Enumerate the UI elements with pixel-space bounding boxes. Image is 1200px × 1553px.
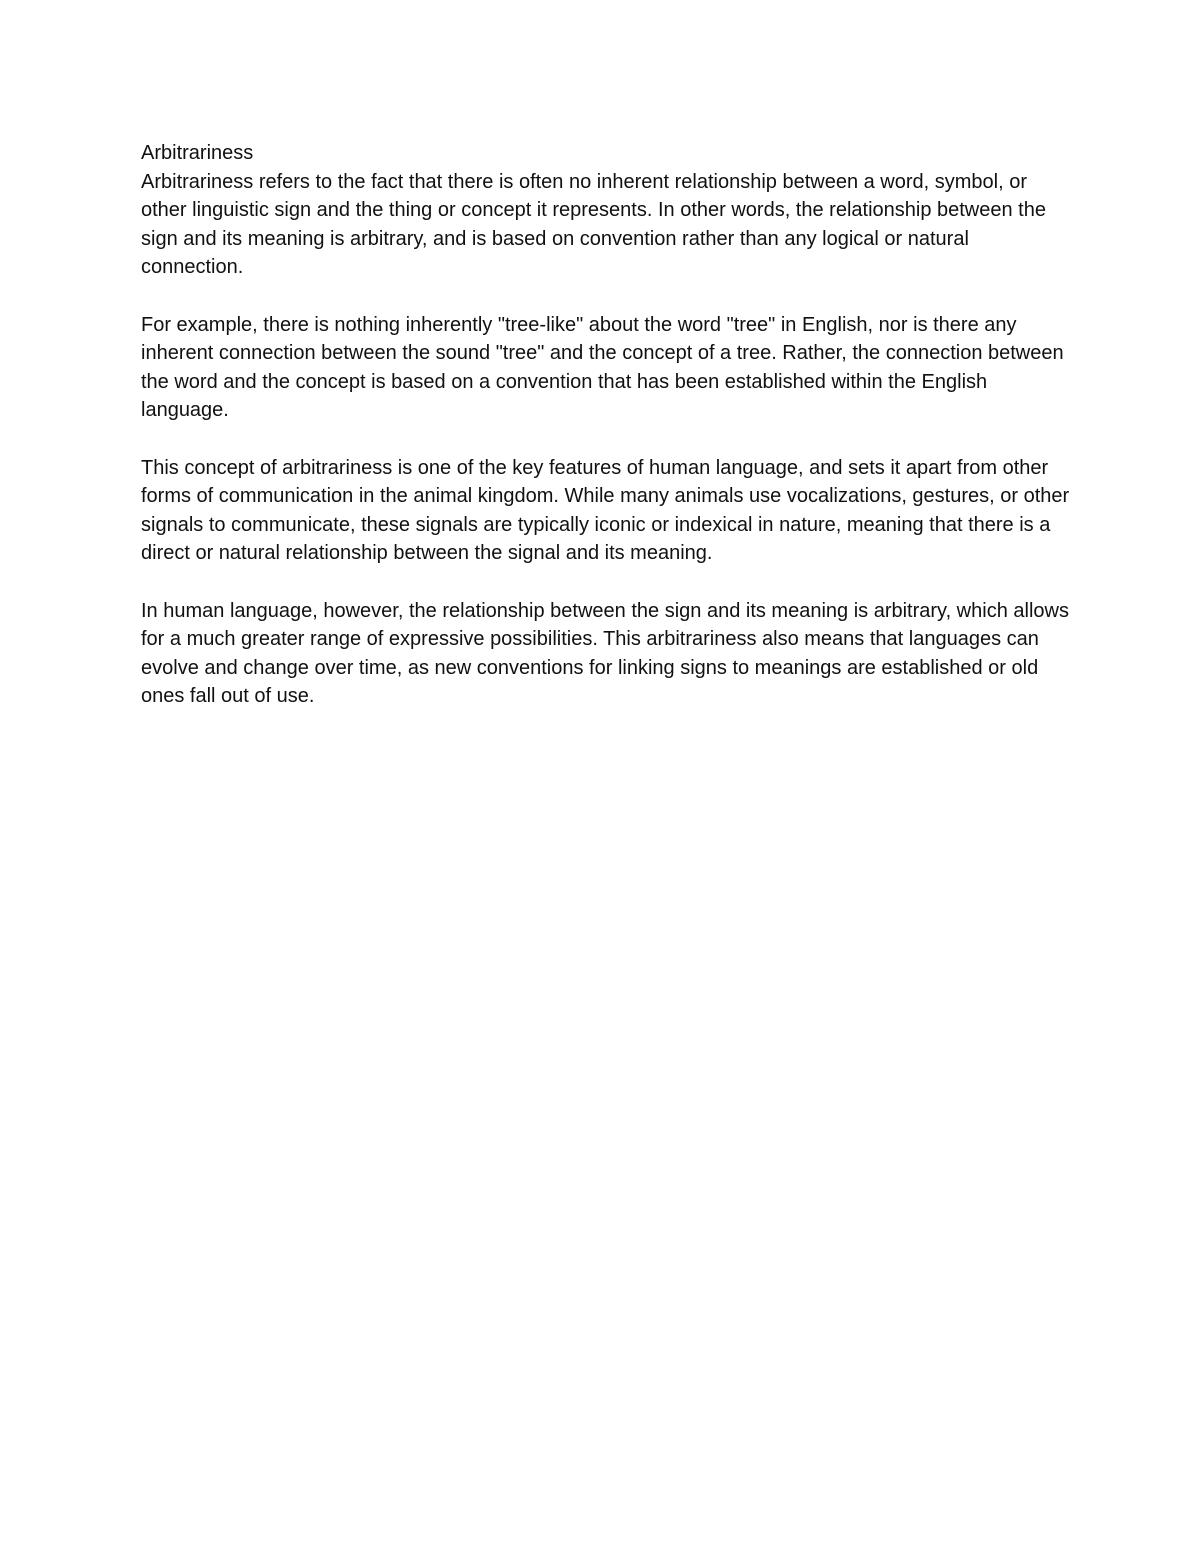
document-body (141, 139, 1071, 711)
paragraph-key-feature: This concept of arbitrariness is one of the key features of human language, and sets it apart from other forms of communication in the animal kingdom. While many animals use vocalizations, gestures, or other signals to communicate, these signals are typically iconic or indexical in nature, meaning that there is a direct or natural relationship between the signal and its meaning. (141, 456, 1070, 565)
paragraph-definition: Arbitrariness refers to the fact that there is often no inherent relationship between a word, symbol, or other linguistic sign and the thing or concept it represents. In other words, the relationship between the sign and its meaning is arbitrary, and is based on convention rather than any logical or natural connection. (141, 170, 1046, 279)
paragraph-human-language: In human language, however, the relationship between the sign and its meaning is arbitrary, which allows for a much greater range of expressive possibilities. This arbitrariness also means that languages can evolve and change over time, as new conventions for linking signs to meanings are established or old ones fall out of use. (141, 599, 1069, 708)
document-title: Arbitrariness (141, 142, 254, 164)
paragraph-example: For example, there is nothing inherently "tree-like" about the word "tree" in English, nor is there any inherent connection between the sound "tree" and the concept of a tree. Rather, the connection between the word and the concept is based on a convention that has been established within the English language. (141, 313, 1064, 422)
